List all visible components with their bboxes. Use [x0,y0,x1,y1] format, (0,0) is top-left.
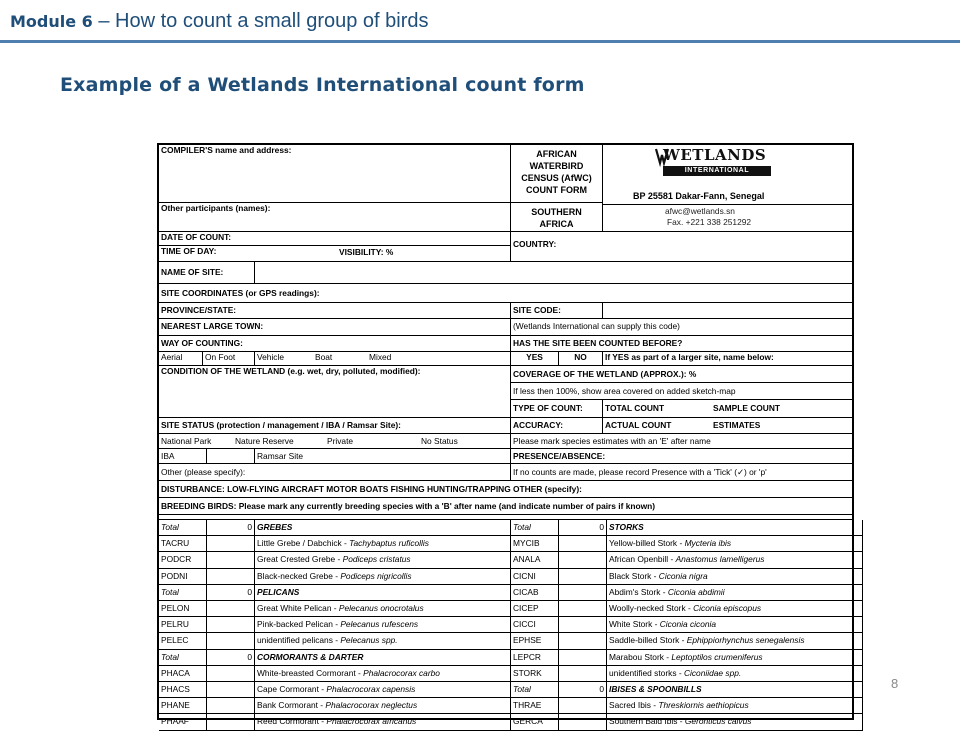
visibility-label: VISIBILITY: % [339,247,394,257]
species-total [207,569,255,585]
coverage-row: COVERAGE OF THE WETLAND (APPROX.): % [511,366,853,383]
species-scientific-name: Anastomus lamelligerus [675,554,765,565]
species-common-name: Pink-backed Pelican - [257,619,341,630]
mark-e-note: Please mark species estimates with an 'E' after name [511,434,853,449]
species-scientific-name: Ciconiidae spp. [683,667,742,678]
species-total [207,698,255,714]
species-total [559,585,607,601]
species-total [559,650,607,666]
species-scientific-name: Ephippiorhynchus senegalensis [686,635,805,646]
species-name [255,633,511,649]
module-label: Module 6 [10,12,93,31]
counted-before-row: HAS THE SITE BEEN COUNTED BEFORE? [511,336,853,352]
species-name [255,552,511,568]
species-common-name: GREBES [257,522,293,532]
species-common-name: African Openbill - [609,554,676,565]
species-code: Total [511,520,559,536]
boat-option: Boat [315,352,333,362]
compiler-cell [159,145,511,203]
private-option: Private [327,436,354,446]
accuracy-options [603,418,853,434]
contact-cell [603,205,853,232]
logo-wordmark: WETLANDS [663,146,767,164]
species-name [607,536,863,552]
species-group-name [255,520,511,536]
species-scientific-name: Podiceps cristatus [342,554,411,565]
species-total: 0 [559,682,607,698]
species-code: TACRU [159,536,207,552]
species-scientific-name: Phalacrocorax carbo [363,667,440,678]
species-scientific-name: Phalacrocorax capensis [326,684,416,694]
header-rule [0,40,960,43]
species-code: THRAE [511,698,559,714]
species-code: Total [159,585,207,601]
species-code: STORK [511,666,559,682]
iba-blank [207,449,255,464]
time-row [159,246,511,262]
species-code: PODCR [159,552,207,568]
no-cell: NO [559,352,603,366]
species-scientific-name: Ciconia ciconia [659,619,717,630]
species-name [255,536,511,552]
species-name [255,698,511,714]
species-total [559,536,607,552]
species-name [255,569,511,585]
species-common-name: Cape Cormorant - [257,684,327,694]
species-group-name [607,520,863,536]
species-code: GERCA [511,714,559,730]
name-site-value [255,262,853,284]
sample-count-option: SAMPLE COUNT [713,403,780,413]
bp-address: BP 25581 Dakar-Fann, Senegal [603,191,853,205]
southern-label: SOUTHERN [531,207,582,217]
species-common-name: Little Grebe / Dabchick - [257,538,350,549]
supply-code-note: (Wetlands International can supply this code) [511,319,853,336]
species-total [559,714,607,730]
species-common-name: Sacred Ibis - [609,700,659,711]
vehicle-option: Vehicle [257,352,285,362]
species-common-name: Bank Cormorant - [257,700,326,711]
accuracy-label: ACCURACY: [511,418,603,434]
species-code: PODNI [159,569,207,585]
type-count-label: TYPE OF COUNT: [511,400,603,418]
condition-cell: CONDITION OF THE WETLAND (e.g. wet, dry, polluted, modified): [159,366,511,418]
species-common-name: Southern Bald Ibis - [609,716,685,727]
species-scientific-name: Mycteria ibis [684,538,732,549]
site-status-row: SITE STATUS (protection / management / IBA / Ramsar Site): [159,418,511,434]
slide-header [0,0,960,44]
species-name [607,617,863,633]
species-common-name: Reed Cormorant - [257,716,327,727]
participants-label: Other participants (names): [161,203,271,213]
africa-label: AFRICA [539,219,574,229]
species-common-name: unidentified storks - [609,667,684,678]
species-name [607,601,863,617]
species-scientific-name: Leptoptilos crumeniferus [671,651,763,662]
species-name [607,666,863,682]
species-code: PHACA [159,666,207,682]
name-site-label: NAME OF SITE: [159,262,255,284]
species-name [607,585,863,601]
species-group-name [607,682,863,698]
species-code: CICAB [511,585,559,601]
actual-count-option: ACTUAL COUNT [605,420,672,430]
species-scientific-name: Geronticus calvus [684,716,752,727]
species-code: PHAAF [159,714,207,730]
yes-cell: YES [511,352,559,366]
province-row: PROVINCE/STATE: [159,303,511,319]
african-label: AFRICAN [536,149,577,159]
logo-sub: INTERNATIONAL [663,166,771,176]
disturbance-row: DISTURBANCE: LOW-FLYING AIRCRAFT MOTOR BOATS FISHING HUNTING/TRAPPING OTHER (specify): [159,481,853,498]
species-name [255,617,511,633]
species-common-name: Saddle-billed Stork - [609,635,687,646]
species-total [207,633,255,649]
species-code: Total [159,650,207,666]
species-code: Total [159,520,207,536]
census-title-cell [511,145,603,203]
ramsar-option: Ramsar Site [255,449,511,464]
species-code: CICCI [511,617,559,633]
module-title: – How to count a small group of birds [92,10,429,32]
participants-cell [159,203,511,232]
species-total [559,633,607,649]
logo-cell [603,145,853,191]
census-label: CENSUS (AfWC) [521,173,592,183]
total-count-option: TOTAL COUNT [605,403,665,413]
species-common-name: IBISES & SPOONBILLS [609,684,702,694]
species-name [255,682,511,698]
date-row: DATE OF COUNT: [159,232,511,246]
species-scientific-name: Phalacrocorax africanus [326,716,417,727]
species-total [559,617,607,633]
site-code-label: SITE CODE: [511,303,603,319]
onfoot-option: On Foot [203,352,255,366]
page-number: 8 [891,676,899,691]
wetlands-logo [603,145,853,185]
species-total [207,682,255,698]
countform-label: COUNT FORM [526,185,587,195]
species-code: ANALA [511,552,559,568]
species-common-name: Black Stork - [609,570,659,581]
species-scientific-name: Ciconia abdimii [667,586,725,597]
species-name [607,650,863,666]
iba-option: IBA [159,449,207,464]
species-total: 0 [207,585,255,601]
species-code: Total [511,682,559,698]
species-scientific-name: Threskiornis aethiopicus [658,700,749,711]
vehicle-boat-mixed [255,352,511,366]
fax-text: Fax. +221 338 251292 [667,217,752,227]
coords-row: SITE COORDINATES (or GPS readings): [159,284,853,303]
species-common-name: Black-necked Grebe - [257,570,341,581]
species-common-name: Marabou Stork - [609,651,672,662]
species-code: CICNI [511,569,559,585]
way-row: WAY OF COUNTING: [159,336,511,352]
species-code: PHANE [159,698,207,714]
species-common-name: unidentified pelicans - [257,635,341,646]
species-scientific-name: Pelecanus rufescens [340,619,419,630]
species-common-name: Yellow-billed Stork - [609,538,685,549]
species-total: 0 [207,520,255,536]
species-group-name [255,585,511,601]
compiler-label: COMPILER'S name and address: [161,145,292,155]
species-name [255,666,511,682]
species-common-name: Great White Pelican - [257,603,339,613]
species-name [255,714,511,730]
species-common-name: Abdim's Stork - [609,586,668,597]
species-total [559,601,607,617]
species-common-name: White-breasted Cormorant - [257,667,364,678]
nearest-row: NEAREST LARGE TOWN: [159,319,511,336]
email-text: afwc@wetlands.sn [665,206,735,216]
count-form [157,143,854,727]
species-name [607,633,863,649]
site-code-value [603,303,853,319]
species-total [207,666,255,682]
slide-title [10,10,429,33]
breeding-row: BREEDING BIRDS: Please mark any currently breeding species with a 'B' after name (and indicate number of pairs if known) [159,498,853,515]
species-name [255,601,511,617]
species-code: EPHSE [511,633,559,649]
species-name [607,569,863,585]
waterbird-label: WATERBIRD [529,161,584,171]
country-cell: COUNTRY: [511,232,853,262]
species-total [559,552,607,568]
species-scientific-name: Pelecanus spp. [340,635,398,646]
type-count-options [603,400,853,418]
species-total [207,552,255,568]
if-yes-cell: If YES as part of a larger site, name below: [603,352,853,366]
status-options [159,434,511,449]
species-scientific-name: Tachybaptus ruficollis [349,538,429,549]
species-name [607,552,863,568]
region-cell [511,203,603,232]
nature-reserve-option: Nature Reserve [235,436,294,446]
species-scientific-name: Podiceps nigricollis [340,570,412,581]
species-common-name: White Stork - [609,619,660,630]
no-status-option: No Status [421,436,458,446]
species-total: 0 [559,520,607,536]
other-specify-row: Other (please specify): [159,464,511,481]
species-code: LEPCR [511,650,559,666]
species-code: PELRU [159,617,207,633]
species-scientific-name: Pelecanus onocrotalus [338,603,424,613]
species-common-name: STORKS [609,522,644,532]
species-total [207,617,255,633]
presence-row: PRESENCE/ABSENCE: [511,449,853,464]
species-total [207,714,255,730]
species-scientific-name: Ciconia nigra [658,570,708,581]
species-code: CICEP [511,601,559,617]
aerial-option: Aerial [159,352,203,366]
national-park-option: National Park [161,436,212,446]
species-code: MYCIB [511,536,559,552]
species-scientific-name: Phalacrocorax neglectus [325,700,418,711]
species-total: 0 [207,650,255,666]
species-common-name: Woolly-necked Stork - [609,603,694,613]
species-group-name [255,650,511,666]
species-code: PELON [159,601,207,617]
estimates-option: ESTIMATES [713,420,761,430]
species-common-name: Great Crested Grebe - [257,554,343,565]
species-total [559,698,607,714]
if-less-row: If less then 100%, show area covered on added sketch-map [511,383,853,400]
species-total [559,569,607,585]
time-label: TIME OF DAY: [161,246,217,256]
species-scientific-name: Ciconia episcopus [693,603,762,613]
species-code: PELEC [159,633,207,649]
species-common-name: PELICANS [257,586,300,597]
species-name [607,698,863,714]
species-total [559,666,607,682]
species-total [207,536,255,552]
slide-subtitle: Example of a Wetlands International count form [60,74,585,96]
species-name [607,714,863,730]
species-total [207,601,255,617]
if-no-counts-row: If no counts are made, please record Presence with a 'Tick' (✓) or 'p' [511,464,853,481]
species-code: PHACS [159,682,207,698]
mixed-option: Mixed [369,352,392,362]
species-common-name: CORMORANTS & DARTER [257,651,364,662]
